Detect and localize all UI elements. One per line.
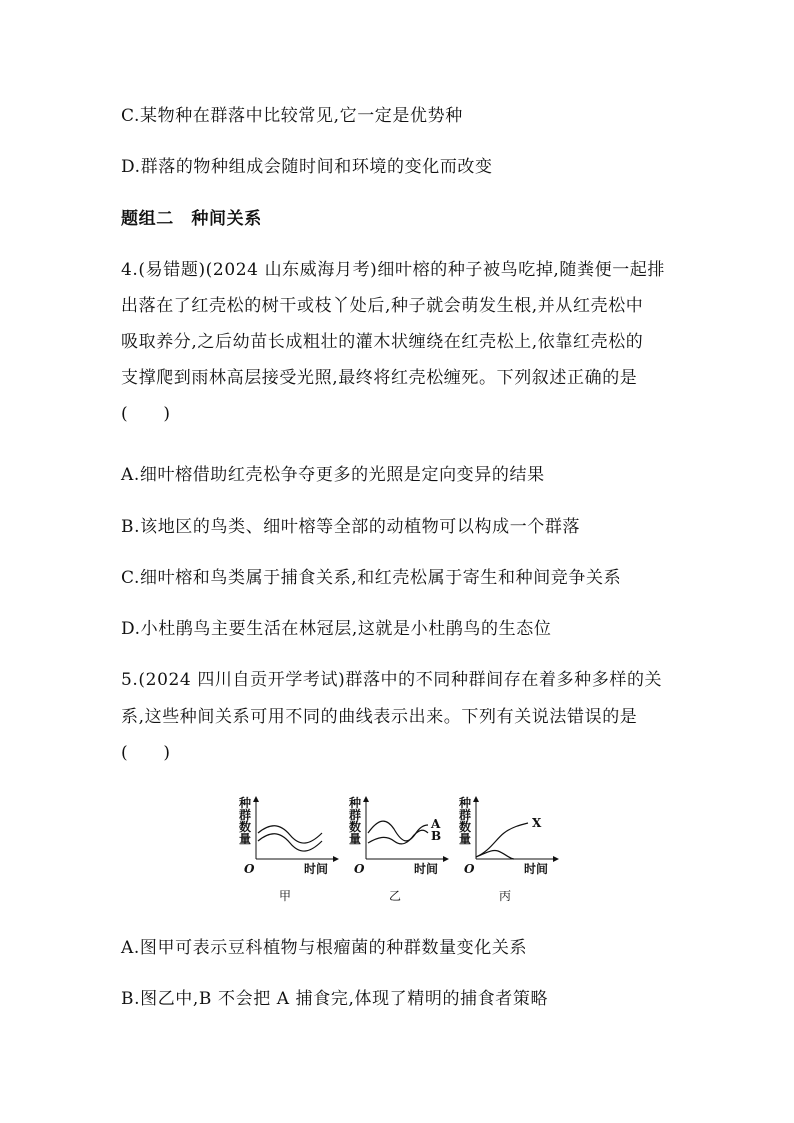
q4-stem-line-3: 吸取养分,之后幼苗长成粗壮的灌木状缠绕在红壳松上,依靠红壳松的 (121, 332, 644, 352)
line-option-c-q3: C.某物种在群落中比较常见,它一定是优势种 (121, 106, 463, 126)
xlabel: 时间 (304, 862, 329, 876)
q5-option-a: A.图甲可表示豆科植物与根瘤菌的种群数量变化关系 (121, 938, 528, 958)
panel-yi (340, 795, 450, 905)
ylabel-char-3: 数 (459, 820, 472, 834)
ylabel-char-2: 群 (349, 808, 362, 822)
panel-jia (230, 795, 340, 905)
ylabel-char-1: 种 (239, 796, 252, 810)
q4-stem-line-4: 支撑爬到雨林高层接受光照,最终将红壳松缠死。下列叙述正确的是 (121, 368, 638, 388)
q4-option-d: D.小杜鹃鸟主要生活在林冠层,这就是小杜鹃鸟的生态位 (121, 619, 552, 639)
xlabel: 时间 (524, 862, 549, 876)
origin-label: O (244, 862, 255, 876)
curve-x (476, 823, 528, 857)
caption-jia: 甲 (278, 889, 291, 903)
q5-stem-line-2: 系,这些种间关系可用不同的曲线表示出来。下列有关说法错误的是 (121, 707, 638, 727)
q4-option-a: A.细叶榕借助红壳松争夺更多的光照是定向变异的结果 (121, 465, 545, 485)
curve-upper (258, 826, 322, 843)
origin-label: O (464, 862, 475, 876)
caption-bing: 丙 (498, 889, 511, 903)
population-curves-figure (230, 795, 560, 905)
q4-option-b: B.该地区的鸟类、细叶榕等全部的动植物可以构成一个群落 (121, 517, 581, 537)
q4-stem-line-1: 4.(易错题)(2024 山东威海月考)细叶榕的种子被鸟吃掉,随粪便一起排 (121, 260, 666, 280)
curve-label-x: X (532, 816, 542, 830)
q5-answer-bracket: ( ) (121, 743, 171, 763)
ylabel-char-1: 种 (459, 796, 472, 810)
q5-option-b: B.图乙中,B 不会把 A 捕食完,体现了精明的捕食者策略 (121, 989, 549, 1009)
caption-yi: 乙 (388, 889, 401, 903)
q4-option-c: C.细叶榕和鸟类属于捕食关系,和红壳松属于寄生和种间竞争关系 (121, 568, 622, 588)
ylabel-char-3: 数 (239, 820, 252, 834)
curve-b (368, 830, 428, 844)
q4-answer-bracket: ( ) (121, 404, 171, 424)
curve-declining (476, 850, 514, 859)
xlabel: 时间 (414, 862, 439, 876)
ylabel-char-4: 量 (459, 832, 472, 846)
ylabel-char-4: 量 (239, 832, 252, 846)
ylabel-char-2: 群 (239, 808, 252, 822)
panel-bing (450, 795, 560, 905)
curve-label-b: B (431, 829, 442, 843)
section-heading: 题组二 种间关系 (121, 209, 262, 229)
curve-lower (258, 834, 322, 851)
ylabel-char-4: 量 (349, 832, 362, 846)
curve-label-a: A (431, 817, 441, 831)
q4-stem-line-2: 出落在了红壳松的树干或枝丫处后,种子就会萌发生根,并从红壳松中 (121, 296, 644, 316)
ylabel-char-2: 群 (459, 808, 472, 822)
origin-label: O (354, 862, 365, 876)
ylabel-char-1: 种 (349, 796, 362, 810)
ylabel-char-3: 数 (349, 820, 362, 834)
line-option-d-q3: D.群落的物种组成会随时间和环境的变化而改变 (121, 157, 493, 177)
q5-stem-line-1: 5.(2024 四川自贡开学考试)群落中的不同种群间存在着多种多样的关 (121, 670, 663, 690)
